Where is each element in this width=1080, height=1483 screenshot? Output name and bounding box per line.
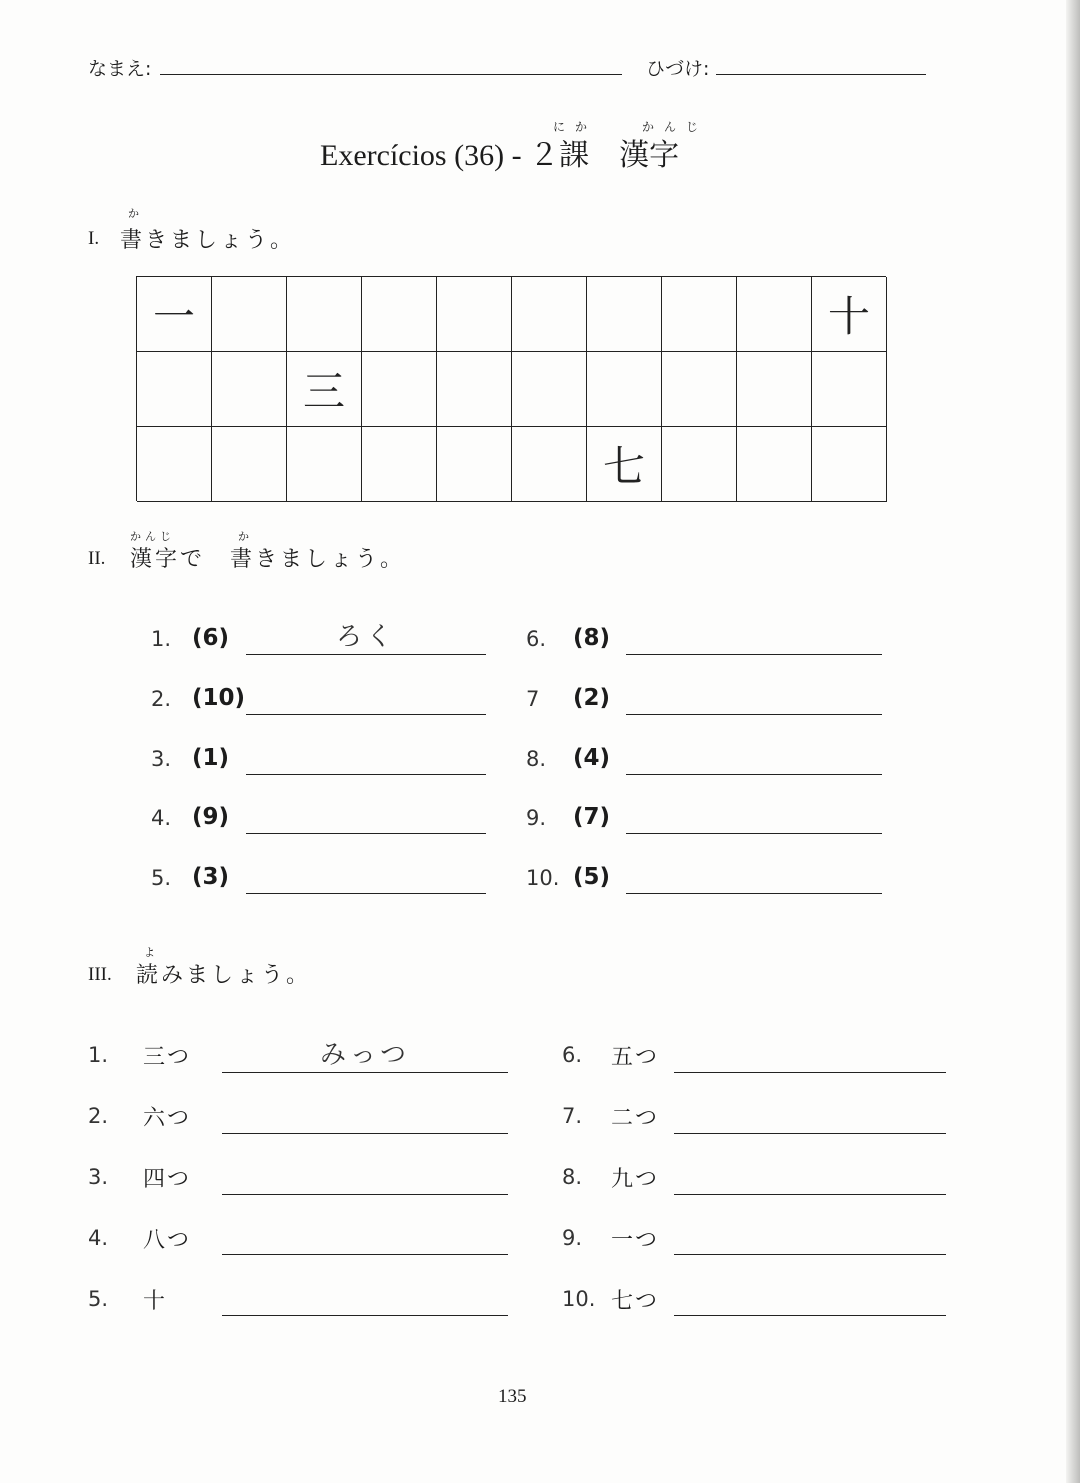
section3-number: III.: [88, 964, 112, 985]
grid-cell[interactable]: [287, 277, 362, 352]
section1-instruction: 書きましょう。: [120, 228, 296, 253]
grid-cell[interactable]: 七: [587, 427, 662, 502]
s3-item-answer: みっつ: [319, 1040, 410, 1070]
s3-item-word: 一つ: [611, 1228, 660, 1253]
grid-cell[interactable]: [812, 352, 887, 427]
s3-item-number: 4.: [88, 1226, 109, 1250]
s2-answer-line[interactable]: [626, 774, 882, 775]
s3-item-number: 9.: [562, 1226, 583, 1250]
s3-item-number: 10.: [562, 1287, 596, 1311]
grid-cell[interactable]: 三: [287, 352, 362, 427]
grid-cell[interactable]: [512, 352, 587, 427]
s2-answer-line[interactable]: [626, 714, 882, 715]
s2-item-number: 2.: [151, 687, 172, 711]
s2-item-number: 7: [526, 687, 540, 711]
s2-item-number: 1.: [151, 627, 172, 651]
s2-item-number-value: (8): [573, 625, 611, 651]
s2-item-number-value: (3): [192, 864, 230, 890]
s2-item-number: 4.: [151, 806, 172, 830]
s2-item-number-value: (6): [192, 625, 230, 651]
s3-item-number: 8.: [562, 1165, 583, 1189]
s2-answer-line[interactable]: [626, 893, 882, 894]
s2-item-number: 3.: [151, 747, 172, 771]
s3-item-word: 七つ: [611, 1289, 660, 1314]
s2-item-number: 9.: [526, 806, 547, 830]
s3-answer-line[interactable]: [674, 1254, 946, 1255]
s3-item-number: 1.: [88, 1043, 109, 1067]
s2-answer-line[interactable]: [246, 654, 486, 655]
s3-item-word: 四つ: [143, 1167, 192, 1192]
grid-cell[interactable]: [587, 352, 662, 427]
s3-answer-line[interactable]: [222, 1315, 508, 1316]
s3-answer-line[interactable]: [222, 1194, 508, 1195]
grid-cell[interactable]: [737, 427, 812, 502]
section3-instruction: 読みましょう。: [136, 963, 312, 988]
grid-cell[interactable]: [437, 352, 512, 427]
s3-item-word: 二つ: [611, 1106, 660, 1131]
grid-cell[interactable]: [737, 277, 812, 352]
grid-cell[interactable]: [662, 427, 737, 502]
s3-item-number: 2.: [88, 1104, 109, 1128]
s2-item-number: 5.: [151, 866, 172, 890]
grid-cell[interactable]: [437, 427, 512, 502]
page-title: Exercícios (36) - ２課 漢字: [320, 139, 680, 172]
s2-answer-line[interactable]: [626, 654, 882, 655]
s2-item-number-value: (10): [192, 685, 246, 711]
s2-item-number-value: (9): [192, 804, 230, 830]
s2-item-number-value: (2): [573, 685, 611, 711]
section3-ruby: よ: [144, 946, 159, 959]
s2-answer-line[interactable]: [246, 714, 486, 715]
s3-item-word: 三つ: [143, 1045, 192, 1070]
grid-cell[interactable]: [437, 277, 512, 352]
s3-answer-line[interactable]: [674, 1133, 946, 1134]
section2-instruction: 漢字で 書きましょう。: [130, 547, 406, 572]
s3-item-word: 六つ: [143, 1106, 192, 1131]
grid-cell[interactable]: [212, 427, 287, 502]
grid-cell[interactable]: [212, 277, 287, 352]
s3-item-number: 5.: [88, 1287, 109, 1311]
page-number: 135: [498, 1386, 527, 1407]
grid-cell[interactable]: [512, 427, 587, 502]
s2-item-number: 10.: [526, 866, 560, 890]
grid-cell[interactable]: [137, 352, 212, 427]
s3-answer-line[interactable]: [674, 1194, 946, 1195]
s3-item-word: 十: [143, 1289, 168, 1314]
s2-answer-line[interactable]: [246, 893, 486, 894]
grid-cell[interactable]: [212, 352, 287, 427]
s2-answer-line[interactable]: [246, 774, 486, 775]
s2-answer-line[interactable]: [626, 833, 882, 834]
kanji-writing-grid: [136, 276, 886, 501]
s2-item-number-value: (4): [573, 745, 611, 771]
date-field-line[interactable]: [716, 74, 926, 75]
section2-ruby-kanji: かんじ: [130, 530, 175, 543]
section1-number: I.: [88, 228, 100, 249]
s3-answer-line[interactable]: [222, 1072, 508, 1073]
name-field-line[interactable]: [160, 74, 622, 75]
s3-item-number: 6.: [562, 1043, 583, 1067]
grid-cell[interactable]: [362, 277, 437, 352]
s3-item-word: 九つ: [611, 1167, 660, 1192]
s3-answer-line[interactable]: [674, 1072, 946, 1073]
grid-cell[interactable]: [512, 277, 587, 352]
s3-item-number: 7.: [562, 1104, 583, 1128]
s3-answer-line[interactable]: [222, 1133, 508, 1134]
grid-cell[interactable]: [287, 427, 362, 502]
grid-cell[interactable]: [812, 427, 887, 502]
s2-item-number: 8.: [526, 747, 547, 771]
s2-item-number-value: (7): [573, 804, 611, 830]
s2-item-number-value: (5): [573, 864, 611, 890]
section2-number: II.: [88, 548, 106, 569]
grid-cell[interactable]: 十: [812, 277, 887, 352]
grid-cell[interactable]: 一: [137, 277, 212, 352]
s3-item-word: 五つ: [611, 1045, 660, 1070]
s3-item-number: 3.: [88, 1165, 109, 1189]
s2-item-number: 6.: [526, 627, 547, 651]
name-label: なまえ:: [88, 58, 152, 80]
s3-item-word: 八つ: [143, 1228, 192, 1253]
title-ruby-nika: にか: [553, 120, 598, 134]
binding-shadow: [1066, 0, 1080, 1483]
grid-cell[interactable]: [362, 427, 437, 502]
grid-cell[interactable]: [737, 352, 812, 427]
grid-cell[interactable]: [587, 277, 662, 352]
grid-cell[interactable]: [662, 277, 737, 352]
grid-cell[interactable]: [662, 352, 737, 427]
s2-item-answer: ろく: [335, 622, 396, 652]
grid-cell[interactable]: [362, 352, 437, 427]
s2-answer-line[interactable]: [246, 833, 486, 834]
section1-ruby: か: [128, 207, 143, 220]
s3-answer-line[interactable]: [674, 1315, 946, 1316]
title-ruby-kanji: かんじ: [642, 120, 709, 134]
s2-item-number-value: (1): [192, 745, 230, 771]
s3-answer-line[interactable]: [222, 1254, 508, 1255]
section2-ruby-ka: か: [238, 530, 253, 543]
date-label: ひづけ:: [646, 58, 710, 80]
grid-cell[interactable]: [137, 427, 212, 502]
